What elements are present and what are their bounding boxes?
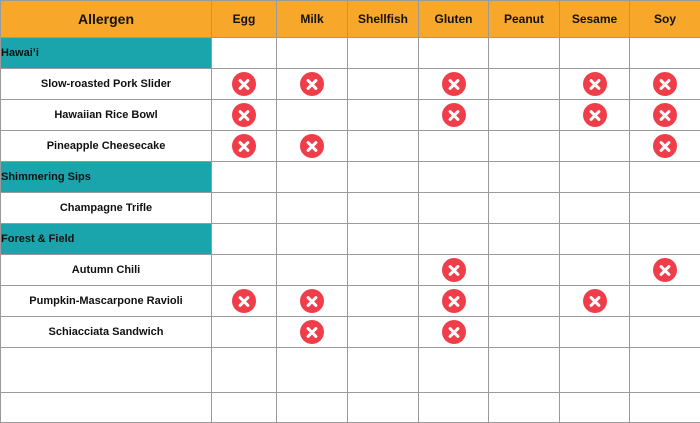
allergen-cell bbox=[560, 69, 630, 100]
x-circle-icon bbox=[653, 103, 677, 127]
allergen-cell bbox=[277, 131, 348, 162]
allergen-cell bbox=[348, 38, 419, 69]
x-circle-icon bbox=[300, 320, 324, 344]
item-label: Hawaiian Rice Bowl bbox=[1, 100, 212, 131]
section-row bbox=[1, 162, 700, 193]
allergen-cell bbox=[212, 348, 277, 393]
allergen-cell bbox=[560, 255, 630, 286]
allergen-cell bbox=[348, 348, 419, 393]
allergen-cell bbox=[348, 224, 419, 255]
allergen-cell bbox=[348, 193, 419, 224]
allergen-cell bbox=[277, 393, 348, 423]
allergen-cell bbox=[212, 38, 277, 69]
allergen-cell bbox=[560, 348, 630, 393]
allergen-cell bbox=[489, 162, 560, 193]
table-body bbox=[1, 38, 700, 423]
allergen-cell bbox=[419, 393, 489, 423]
allergen-cell bbox=[489, 286, 560, 317]
empty-cell bbox=[1, 393, 212, 423]
allergen-cell bbox=[419, 317, 489, 348]
allergen-cell bbox=[277, 224, 348, 255]
column-header-soy: Soy bbox=[630, 1, 700, 38]
section-label: Forest & Field bbox=[1, 224, 212, 255]
x-circle-icon bbox=[653, 258, 677, 282]
item-label: Autumn Chili bbox=[1, 255, 212, 286]
allergen-cell bbox=[419, 100, 489, 131]
allergen-cell bbox=[560, 38, 630, 69]
allergen-cell bbox=[277, 38, 348, 69]
allergen-cell bbox=[212, 286, 277, 317]
x-circle-icon bbox=[583, 103, 607, 127]
x-circle-icon bbox=[232, 134, 256, 158]
x-circle-icon bbox=[442, 72, 466, 96]
x-circle-icon bbox=[232, 103, 256, 127]
table-row bbox=[1, 286, 700, 317]
allergen-cell bbox=[630, 255, 700, 286]
allergen-cell bbox=[630, 131, 700, 162]
allergen-cell bbox=[348, 317, 419, 348]
allergen-cell bbox=[277, 255, 348, 286]
allergen-cell bbox=[560, 193, 630, 224]
column-header-milk: Milk bbox=[277, 1, 348, 38]
column-header-shellfish: Shellfish bbox=[348, 1, 419, 38]
allergen-cell bbox=[419, 162, 489, 193]
item-label: Pumpkin-Mascarpone Ravioli bbox=[1, 286, 212, 317]
allergen-cell bbox=[419, 255, 489, 286]
allergen-cell bbox=[630, 317, 700, 348]
column-header-gluten: Gluten bbox=[419, 1, 489, 38]
allergen-cell bbox=[560, 162, 630, 193]
allergen-cell bbox=[489, 131, 560, 162]
allergen-cell bbox=[419, 286, 489, 317]
allergen-cell bbox=[560, 286, 630, 317]
allergen-cell bbox=[212, 131, 277, 162]
allergen-cell bbox=[348, 69, 419, 100]
allergen-cell bbox=[489, 69, 560, 100]
x-circle-icon bbox=[300, 72, 324, 96]
x-circle-icon bbox=[442, 258, 466, 282]
item-label: Schiacciata Sandwich bbox=[1, 317, 212, 348]
section-row bbox=[1, 38, 700, 69]
allergen-cell bbox=[630, 224, 700, 255]
allergen-cell bbox=[277, 193, 348, 224]
allergen-cell bbox=[212, 193, 277, 224]
allergen-cell bbox=[212, 255, 277, 286]
x-circle-icon bbox=[300, 289, 324, 313]
table-row bbox=[1, 100, 700, 131]
allergen-cell bbox=[560, 393, 630, 423]
allergen-cell bbox=[212, 224, 277, 255]
allergen-cell bbox=[212, 162, 277, 193]
allergen-cell bbox=[560, 224, 630, 255]
section-label: Hawai’i bbox=[1, 38, 212, 69]
allergen-cell bbox=[630, 393, 700, 423]
allergen-header: Allergen bbox=[1, 1, 212, 38]
x-circle-icon bbox=[300, 134, 324, 158]
allergen-cell bbox=[212, 317, 277, 348]
x-circle-icon bbox=[442, 103, 466, 127]
allergen-cell bbox=[489, 193, 560, 224]
allergen-cell bbox=[277, 348, 348, 393]
table-row bbox=[1, 193, 700, 224]
allergen-cell bbox=[630, 348, 700, 393]
allergen-cell bbox=[419, 131, 489, 162]
item-label: Slow-roasted Pork Slider bbox=[1, 69, 212, 100]
allergen-cell bbox=[489, 100, 560, 131]
allergen-cell bbox=[419, 69, 489, 100]
allergen-cell bbox=[348, 393, 419, 423]
table-row bbox=[1, 69, 700, 100]
allergen-cell bbox=[630, 193, 700, 224]
section-row bbox=[1, 224, 700, 255]
x-circle-icon bbox=[232, 289, 256, 313]
x-circle-icon bbox=[653, 72, 677, 96]
allergen-cell bbox=[212, 69, 277, 100]
allergen-cell bbox=[419, 224, 489, 255]
x-circle-icon bbox=[583, 289, 607, 313]
table-row bbox=[1, 131, 700, 162]
allergen-cell bbox=[348, 100, 419, 131]
x-circle-icon bbox=[653, 134, 677, 158]
allergen-cell bbox=[560, 100, 630, 131]
allergen-cell bbox=[630, 69, 700, 100]
allergen-cell bbox=[630, 100, 700, 131]
item-label: Champagne Trifle bbox=[1, 193, 212, 224]
x-circle-icon bbox=[442, 289, 466, 313]
allergen-cell bbox=[277, 100, 348, 131]
header-row bbox=[1, 1, 700, 38]
allergen-cell bbox=[630, 286, 700, 317]
column-header-egg: Egg bbox=[212, 1, 277, 38]
allergen-cell bbox=[277, 162, 348, 193]
allergen-cell bbox=[489, 348, 560, 393]
x-circle-icon bbox=[232, 72, 256, 96]
blank-row bbox=[1, 393, 700, 423]
column-header-peanut: Peanut bbox=[489, 1, 560, 38]
allergen-cell bbox=[419, 348, 489, 393]
allergen-cell bbox=[348, 131, 419, 162]
allergen-cell bbox=[489, 255, 560, 286]
allergen-cell bbox=[489, 224, 560, 255]
allergen-cell bbox=[348, 162, 419, 193]
allergen-cell bbox=[489, 38, 560, 69]
allergen-cell bbox=[560, 317, 630, 348]
allergen-cell bbox=[489, 317, 560, 348]
x-circle-icon bbox=[442, 320, 466, 344]
allergen-cell bbox=[419, 38, 489, 69]
allergen-cell bbox=[348, 286, 419, 317]
allergen-cell bbox=[419, 193, 489, 224]
allergen-cell bbox=[212, 393, 277, 423]
allergen-cell bbox=[277, 317, 348, 348]
allergen-cell bbox=[560, 131, 630, 162]
allergen-cell bbox=[277, 69, 348, 100]
allergen-cell bbox=[630, 38, 700, 69]
allergen-cell bbox=[630, 162, 700, 193]
column-header-sesame: Sesame bbox=[560, 1, 630, 38]
allergen-cell bbox=[489, 393, 560, 423]
blank-row bbox=[1, 348, 700, 393]
table-row bbox=[1, 255, 700, 286]
table-row bbox=[1, 317, 700, 348]
empty-cell bbox=[1, 348, 212, 393]
allergen-cell bbox=[277, 286, 348, 317]
item-label: Pineapple Cheesecake bbox=[1, 131, 212, 162]
allergen-cell bbox=[348, 255, 419, 286]
section-label: Shimmering Sips bbox=[1, 162, 212, 193]
x-circle-icon bbox=[583, 72, 607, 96]
allergen-cell bbox=[212, 100, 277, 131]
